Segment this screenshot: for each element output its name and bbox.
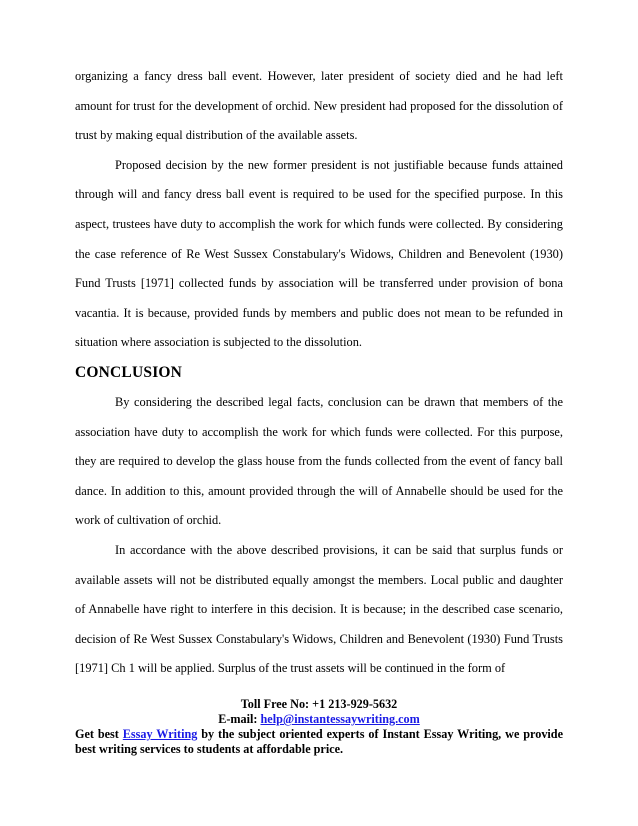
- footer-toll-free: Toll Free No: +1 213-929-5632: [240, 697, 398, 711]
- document-body: [75, 62, 563, 684]
- footer-email-label: E-mail:: [218, 712, 261, 726]
- footer-email-link[interactable]: help@instantessaywriting.com: [260, 712, 420, 726]
- footer-essay-writing-link[interactable]: Essay Writing: [122, 727, 198, 741]
- paragraph-proposed-decision: Proposed decision by the new former president is not justifiable because funds attained through will and fancy dress ball event is required to be used for the specified purpose. In this aspect, trustees have duty to accomplish the work for which funds were collected. By considering the case reference of Re West Sussex Constabulary's Widows, Children and Benevolent (1930) Fund Trusts [1971] collected funds by association will be transferred under provision of bona vacantia. It is because, provided funds by members and public does not mean to be refunded in situation where association is subjected to the dissolution.: [75, 157, 563, 350]
- paragraph-conclusion-surplus: In accordance with the above described provisions, it can be said that surplus funds or available assets will not be distributed equally amongst the members. Local public and daughter of Annabelle have right to interfere in this decision. It is because; in the described case scenario, decision of Re West Sussex Constabulary's Widows, Children and Benevolent (1930) Fund Trusts [1971] Ch 1 will be applied. Surplus of the trust assets will be continued in the form of: [75, 542, 563, 676]
- footer-promo: [75, 727, 563, 757]
- page-footer: [75, 697, 563, 757]
- paragraph-conclusion-duty: By considering the described legal facts, conclusion can be drawn that members of the association have duty to accomplish the work for which funds were collected. For this purpose, they are required to develop the glass house from the funds collected from the event of fancy ball dance. In addition to this, amount provided through the will of Annabelle should be used for the work of cultivation of orchid.: [75, 394, 563, 528]
- section-heading-conclusion: CONCLUSION: [75, 363, 183, 381]
- footer-email-line: [75, 712, 563, 727]
- footer-promo-suffix: by the subject oriented experts of Instant Essay Writing, we provide best writing services to students at affordable price.: [75, 727, 563, 756]
- paragraph-trust-background: organizing a fancy dress ball event. However, later president of society died and he had left amount for trust for the development of orchid. New president had proposed for the dissolution of trust by making equal distribution of the available assets.: [75, 69, 563, 143]
- footer-promo-prefix: Get best: [75, 727, 123, 741]
